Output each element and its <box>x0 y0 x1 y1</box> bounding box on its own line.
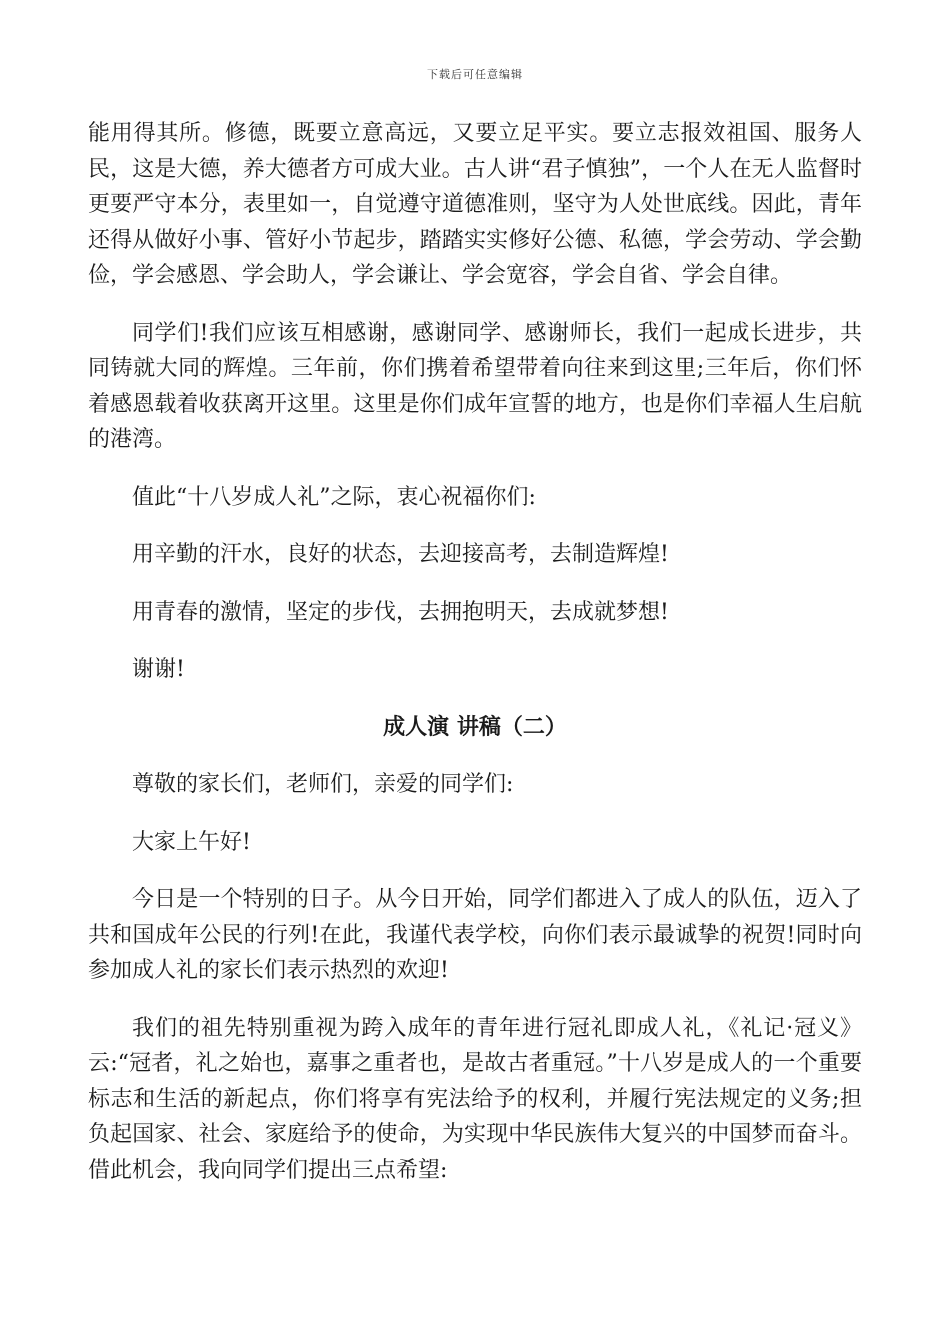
paragraph: 能用得其所。修德，既要立意高远，又要立足平实。要立志报效祖国、服务人民，这是大德，养大德者方可成大业。古人讲“君子慎独”，一个人在无人监督时更要严守本分，表里如一，自觉遵守道德准则，坚守为人处世底线。因此，青年还得从做好小事、管好小节起步，踏踏实实修好公德、私德，学会劳动、学会勤俭，学会感恩、学会助人，学会谦让、学会宽容，学会自省、学会自律。 <box>88 121 862 288</box>
paragraph: 今日是一个特别的日子。从今日开始，同学们都进入了成人的队伍，迈入了共和国成年公民的行列!在此，我谨代表学校，向你们表示最诚挚的祝贺!同时向参加成人礼的家长们表示热烈的欢迎! <box>88 887 862 983</box>
document-body <box>88 116 862 1188</box>
paragraph: 尊敬的家长们，老师们，亲爱的同学们: <box>132 772 514 797</box>
paragraph: 值此“十八岁成人礼”之际，衷心祝福你们: <box>132 484 536 510</box>
page-header-note: 下载后可任意编辑 <box>427 68 523 81</box>
paragraph: 用辛勤的汗水，良好的状态，去迎接高考，去制造辉煌! <box>132 542 669 567</box>
paragraph: 同学们!我们应该互相感谢，感谢同学、感谢师长，我们一起成长进步，共同铸就大同的辉煌。三年前，你们携着希望带着向往来到这里;三年后，你们怀着感恩载着收获离开这里。这里是你们成年宣誓的地方，也是你们幸福人生启航的港湾。 <box>88 320 862 452</box>
paragraph: 谢谢! <box>132 657 185 682</box>
paragraph: 用青春的激情，坚定的步伐，去拥抱明天，去成就梦想! <box>132 599 669 625</box>
paragraph: 大家上午好! <box>132 829 251 855</box>
section-heading: 成人演 讲稿（二） <box>383 714 567 740</box>
paragraph: 我们的祖先特别重视为跨入成年的青年进行冠礼即成人礼，《礼记·冠义》云:“冠者，礼之始也，嘉事之重者也，是故古者重冠。”十八岁是成人的一个重要标志和生活的新起点，你们将享有宪法给予的权利，并履行宪法规定的义务;担负起国家、社会、家庭给予的使命，为实现中华民族伟大复兴的中国梦而奋斗。借此机会，我向同学们提出三点希望: <box>88 1015 862 1183</box>
